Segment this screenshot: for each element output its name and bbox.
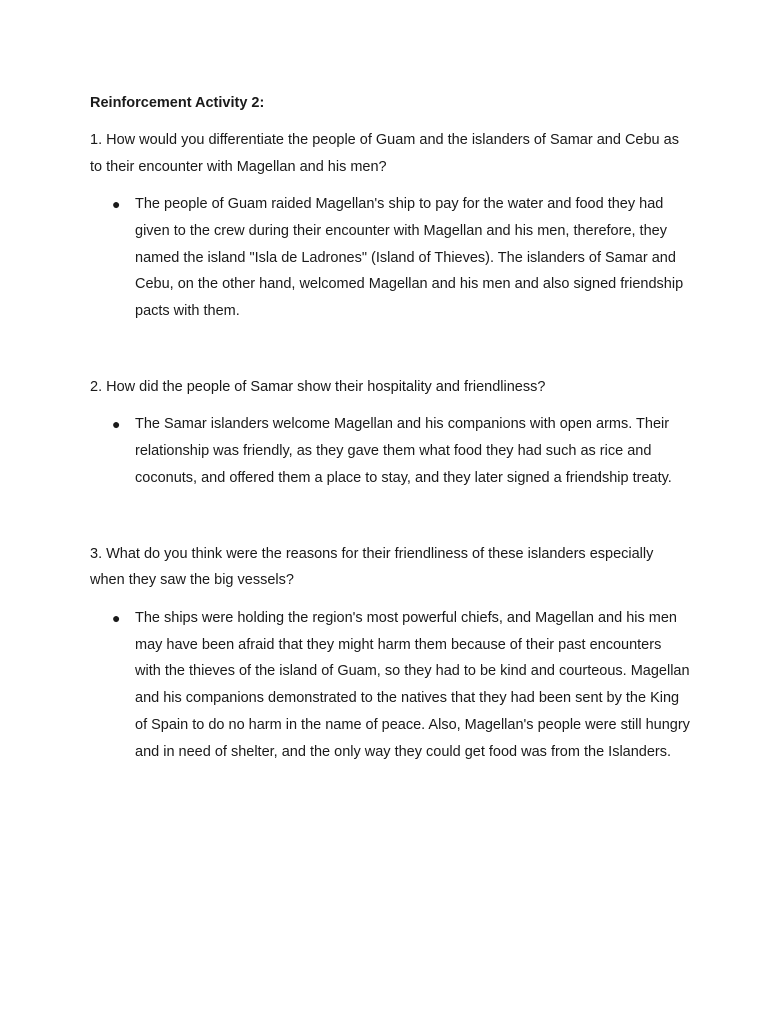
answer-2-item xyxy=(90,411,690,491)
answer-list-2 xyxy=(90,411,690,491)
question-section-3 xyxy=(90,541,690,766)
answer-3-item xyxy=(90,605,690,766)
answer-list-3 xyxy=(90,605,690,766)
section-spacer xyxy=(90,492,690,541)
document-body xyxy=(90,90,690,766)
question-1-text: 1. How would you differentiate the people of Guam and the islanders of Samar and Cebu as to their encounter with Magellan and his men? xyxy=(90,132,679,175)
answer-1-text: The people of Guam raided Magellan's ship to pay for the water and food they had given to the crew during their encounter with Magellan and his men, therefore, they named the island "Isla de Ladrones" (Island of Thieves). The islanders of Samar and Cebu, on the other hand, welcomed Magellan and his men and also signed friendship pacts with them. xyxy=(135,196,684,320)
activity-heading: Reinforcement Activity 2: xyxy=(90,95,265,111)
question-3-text: 3. What do you think were the reasons for their friendliness of these islanders especially when they saw the big vessels? xyxy=(90,545,654,589)
answer-1-item xyxy=(90,191,690,325)
bullet-icon: ● xyxy=(112,196,121,212)
section-spacer xyxy=(90,325,690,374)
question-section-1 xyxy=(90,127,690,325)
bullet-icon: ● xyxy=(112,609,121,626)
answer-3-text: The ships were holding the region's most powerful chiefs, and Magellan and his men may have been afraid that they might harm them because of their past encounters with the thieves of the island of Guam, so they had to be kind and courteous. Magellan and his companions demonstrated to the natives that they had been sent by the King of Spain to do no harm in the name of peace. Also, Magellan's people were still hungry and in need of shelter, and the only way they could get food was from the Islanders. xyxy=(135,609,690,760)
answer-list-1 xyxy=(90,191,690,325)
question-section-2 xyxy=(90,374,690,492)
question-2-text: 2. How did the people of Samar show their hospitality and friendliness? xyxy=(90,378,546,395)
bullet-icon: ● xyxy=(112,416,121,433)
answer-2-text: The Samar islanders welcome Magellan and his companions with open arms. Their relationship was friendly, as they gave them what food they had such as rice and coconuts, and offered them a place to stay, and they later signed a friendship treaty. xyxy=(135,416,672,487)
